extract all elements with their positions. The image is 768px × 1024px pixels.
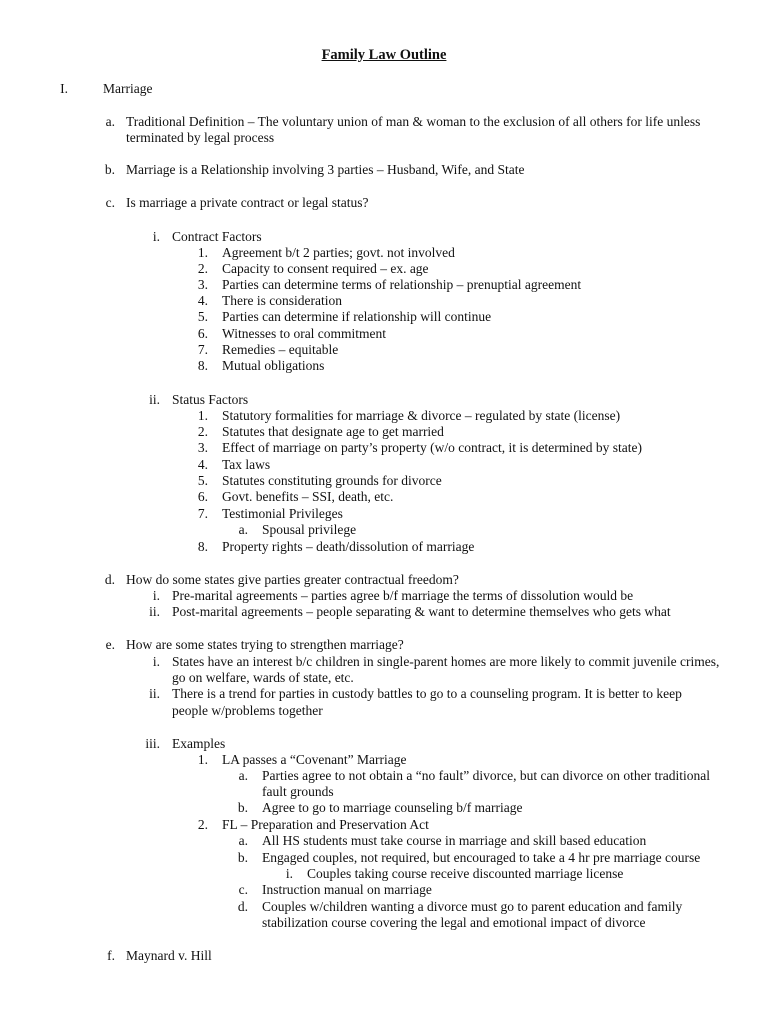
outline-number: 5. — [197, 473, 208, 488]
outline-number: d. — [104, 572, 115, 587]
outline-number: i. — [152, 588, 160, 603]
outline-text: Statutory formalities for marriage & divorce – regulated by state (license) — [222, 408, 621, 423]
outline-text: Statutes constituting grounds for divorce — [222, 473, 442, 488]
outline-number: a. — [238, 768, 248, 783]
outline-number: i. — [152, 229, 160, 244]
outline-number: 2. — [197, 261, 208, 276]
outline-text: Examples — [172, 736, 226, 751]
outline-text: Marriage is a Relationship involving 3 parties – Husband, Wife, and State — [126, 162, 525, 177]
outline-text: LA passes a “Covenant” Marriage — [222, 752, 407, 767]
outline-number: 5. — [197, 309, 208, 324]
outline-number: ii. — [149, 686, 160, 701]
outline-number: f. — [107, 948, 115, 963]
outline-text: All HS students must take course in marriage and skill based education — [262, 833, 647, 848]
outline-text: Pre-marital agreements – parties agree b/f marriage the terms of dissolution would be — [172, 588, 634, 603]
outline-text: Witnesses to oral commitment — [222, 326, 387, 341]
outline-text: Effect of marriage on party’s property (w/o contract, it is determined by state) — [222, 440, 642, 455]
outline-number: e. — [105, 637, 115, 652]
outline-number: 8. — [197, 358, 208, 373]
outline-number: 6. — [197, 326, 208, 341]
outline-text: Agreement b/t 2 parties; govt. not involved — [222, 245, 455, 260]
outline-text: Statutes that designate age to get married — [222, 424, 444, 439]
outline-text: people w/problems together — [172, 703, 323, 718]
outline-text: stabilization course covering the legal and emotional impact of divorce — [262, 915, 646, 930]
outline-text: Remedies – equitable — [222, 342, 339, 357]
outline-number: i. — [152, 654, 160, 669]
outline-text: Agree to go to marriage counseling b/f marriage — [262, 800, 523, 815]
outline-text: Parties agree to not obtain a “no fault” divorce, but can divorce on other traditional — [262, 768, 710, 783]
outline-text: Mutual obligations — [222, 358, 325, 373]
outline-number: 8. — [197, 539, 208, 554]
outline-text: Instruction manual on marriage — [262, 882, 432, 897]
outline-number: 1. — [197, 752, 208, 767]
outline-number: 4. — [197, 293, 208, 308]
outline-text: Status Factors — [172, 392, 249, 407]
outline-text: Tax laws — [222, 457, 271, 472]
outline-text: How are some states trying to strengthen marriage? — [126, 637, 404, 652]
outline-text: How do some states give parties greater contractual freedom? — [126, 572, 459, 587]
outline-number: 1. — [197, 245, 208, 260]
outline-text: Couples taking course receive discounted marriage license — [307, 866, 624, 881]
outline-number: b. — [237, 800, 248, 815]
outline-text: Marriage — [103, 81, 153, 96]
outline-number: ii. — [149, 392, 160, 407]
outline-number: 4. — [197, 457, 208, 472]
outline-number: 7. — [197, 342, 208, 357]
outline-text: There is consideration — [222, 293, 342, 308]
outline-text: Couples w/children wanting a divorce must go to parent education and family — [262, 899, 683, 914]
outline-text: Parties can determine terms of relationship – prenuptial agreement — [222, 277, 582, 292]
outline-text: Parties can determine if relationship will continue — [222, 309, 492, 324]
outline-number: 3. — [197, 440, 208, 455]
outline-text: Traditional Definition – The voluntary union of man & woman to the exclusion of all others for life unless — [126, 114, 701, 129]
outline-text: States have an interest b/c children in single-parent homes are more likely to commit juvenile crimes, — [172, 654, 720, 669]
outline-text: Testimonial Privileges — [222, 506, 343, 521]
outline-text: Engaged couples, not required, but encouraged to take a 4 hr pre marriage course — [262, 850, 701, 865]
outline-text: Is marriage a private contract or legal status? — [126, 195, 369, 210]
outline-number: a. — [105, 114, 115, 129]
outline-number: c. — [238, 882, 248, 897]
outline-text: Post-marital agreements – people separating & want to determine themselves who gets what — [172, 604, 671, 619]
outline-text: Contract Factors — [172, 229, 262, 244]
outline-number: 2. — [197, 817, 208, 832]
outline-text: fault grounds — [262, 784, 334, 799]
outline-number: 6. — [197, 489, 208, 504]
outline-number: a. — [238, 522, 248, 537]
outline-number: 7. — [197, 506, 208, 521]
outline-number: iii. — [145, 736, 160, 751]
document-title: Family Law Outline — [321, 47, 447, 63]
outline-number: i. — [285, 866, 293, 881]
outline-number: a. — [238, 833, 248, 848]
outline-number: d. — [237, 899, 248, 914]
outline-text: Spousal privilege — [262, 522, 357, 537]
outline-text: terminated by legal process — [126, 130, 275, 145]
outline-number: 3. — [197, 277, 208, 292]
outline-text: Maynard v. Hill — [126, 948, 212, 963]
outline-number: ii. — [149, 604, 160, 619]
outline-text: FL – Preparation and Preservation Act — [222, 817, 429, 832]
outline-text: There is a trend for parties in custody battles to go to a counseling program. It is better to keep — [172, 686, 682, 701]
outline-number: b. — [237, 850, 248, 865]
outline-number: I. — [60, 81, 68, 96]
outline-text: Property rights – death/dissolution of marriage — [222, 539, 475, 554]
outline-number: 1. — [197, 408, 208, 423]
outline-text: Govt. benefits – SSI, death, etc. — [222, 489, 394, 504]
outline-number: c. — [105, 195, 115, 210]
outline-number: b. — [104, 162, 115, 177]
outline-number: 2. — [197, 424, 208, 439]
outline-text: go on welfare, wards of state, etc. — [172, 670, 354, 685]
outline-text: Capacity to consent required – ex. age — [222, 261, 429, 276]
